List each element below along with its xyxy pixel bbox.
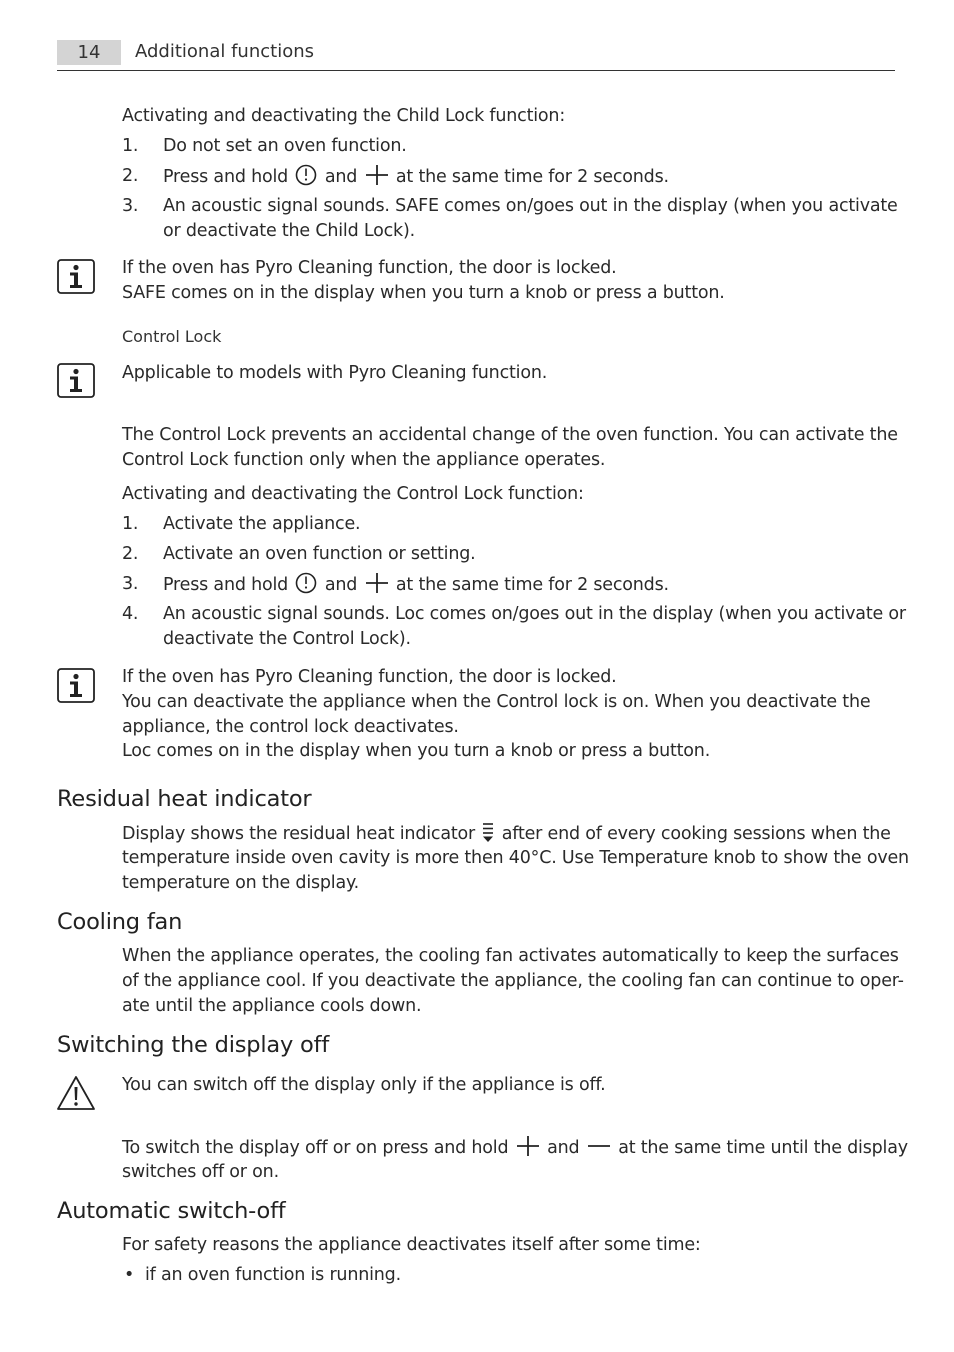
step-number: 2.: [122, 544, 139, 564]
residual-text-pre: Display shows the residual heat indicator: [122, 824, 476, 844]
step-text: An acoustic signal sounds. SAFE comes on/goes out in the display (when you activate: [163, 196, 898, 216]
step-text-mid: and: [324, 167, 358, 187]
step-text: or deactivate the Child Lock).: [163, 221, 415, 241]
step-text: Activate an oven function or setting.: [163, 544, 476, 564]
note-line: If the oven has Pyro Cleaning function, the door is locked.: [122, 258, 617, 278]
paragraph-line: temperature on the display.: [122, 873, 360, 893]
note-line: You can deactivate the appliance when the Control lock is on. When you deactivate the: [122, 692, 871, 712]
step-text-post: at the same time for 2 seconds.: [395, 575, 669, 595]
warning-icon: [56, 1075, 96, 1111]
note-line: appliance, the control lock deactivates.: [122, 717, 459, 737]
timer-icon: [295, 572, 317, 602]
cooling-fan-heading: Cooling fan: [57, 909, 183, 935]
minus-icon: [587, 1135, 611, 1165]
residual-text-post: after end of every cooking sessions when the: [501, 824, 891, 844]
child-lock-intro: Activating and deactivating the Child Lock function:: [122, 106, 566, 126]
bullet-icon: •: [124, 1265, 135, 1285]
section-title: Additional functions: [135, 41, 314, 62]
paragraph-line: For safety reasons the appliance deactivates itself after some time:: [122, 1235, 701, 1255]
display-off-post: at the same time until the display: [618, 1138, 908, 1158]
info-icon: [57, 363, 95, 398]
step-number: 3.: [122, 196, 139, 216]
step-number: 3.: [122, 574, 139, 594]
step-text-pre: Press and hold: [163, 167, 289, 187]
display-off-mid: and: [547, 1138, 580, 1158]
step-text: deactivate the Control Lock).: [163, 629, 411, 649]
info-icon: [57, 259, 95, 294]
paragraph-line: temperature inside oven cavity is more then 40°C. Use Temperature knob to show the oven: [122, 848, 909, 868]
step-text-mid: and: [324, 575, 358, 595]
paragraph-line: When the appliance operates, the cooling fan activates automatically to keep the surfaces: [122, 946, 899, 966]
note-line: Applicable to models with Pyro Cleaning function.: [122, 363, 548, 383]
step-number: 1.: [122, 136, 139, 156]
timer-icon: [295, 164, 317, 194]
header-divider: [57, 70, 895, 71]
subsection-title: Control Lock: [122, 327, 222, 346]
warning-text: You can switch off the display only if the appliance is off.: [122, 1075, 606, 1095]
note-line: If the oven has Pyro Cleaning function, the door is locked.: [122, 667, 617, 687]
paragraph-line: The Control Lock prevents an accidental change of the oven function. You can activate the: [122, 425, 898, 445]
list-item: if an oven function is running.: [145, 1265, 401, 1285]
step-number: 4.: [122, 604, 139, 624]
step-text: Do not set an oven function.: [163, 136, 407, 156]
step-text-pre: Press and hold: [163, 575, 289, 595]
paragraph-line: of the appliance cool. If you deactivate the appliance, the cooling fan can continue to oper-: [122, 971, 904, 991]
step-text: [163, 164, 669, 194]
plus-icon: [365, 164, 389, 194]
display-off-pre: To switch the display off or on press and hold: [122, 1138, 509, 1158]
note-line: Loc comes on in the display when you turn a knob or press a button.: [122, 741, 711, 761]
paragraph-line: ate until the appliance cools down.: [122, 996, 422, 1016]
step-text: [163, 572, 669, 602]
control-lock-intro: Activating and deactivating the Control Lock function:: [122, 484, 584, 504]
page-number: 14: [57, 40, 121, 65]
info-icon: [57, 668, 95, 703]
paragraph-line: switches off or on.: [122, 1162, 279, 1182]
residual-heat-heading: Residual heat indicator: [57, 786, 312, 812]
auto-off-heading: Automatic switch-off: [57, 1198, 286, 1224]
plus-icon: [516, 1135, 540, 1165]
step-text: An acoustic signal sounds. Loc comes on/goes out in the display (when you activate or: [163, 604, 906, 624]
step-number: 2.: [122, 166, 139, 186]
display-off-heading: Switching the display off: [57, 1032, 330, 1058]
note-line: SAFE comes on in the display when you turn a knob or press a button.: [122, 283, 725, 303]
step-text: Activate the appliance.: [163, 514, 361, 534]
step-text-post: at the same time for 2 seconds.: [395, 167, 669, 187]
paragraph-line: Control Lock function only when the appliance operates.: [122, 450, 606, 470]
step-number: 1.: [122, 514, 139, 534]
plus-icon: [365, 572, 389, 602]
